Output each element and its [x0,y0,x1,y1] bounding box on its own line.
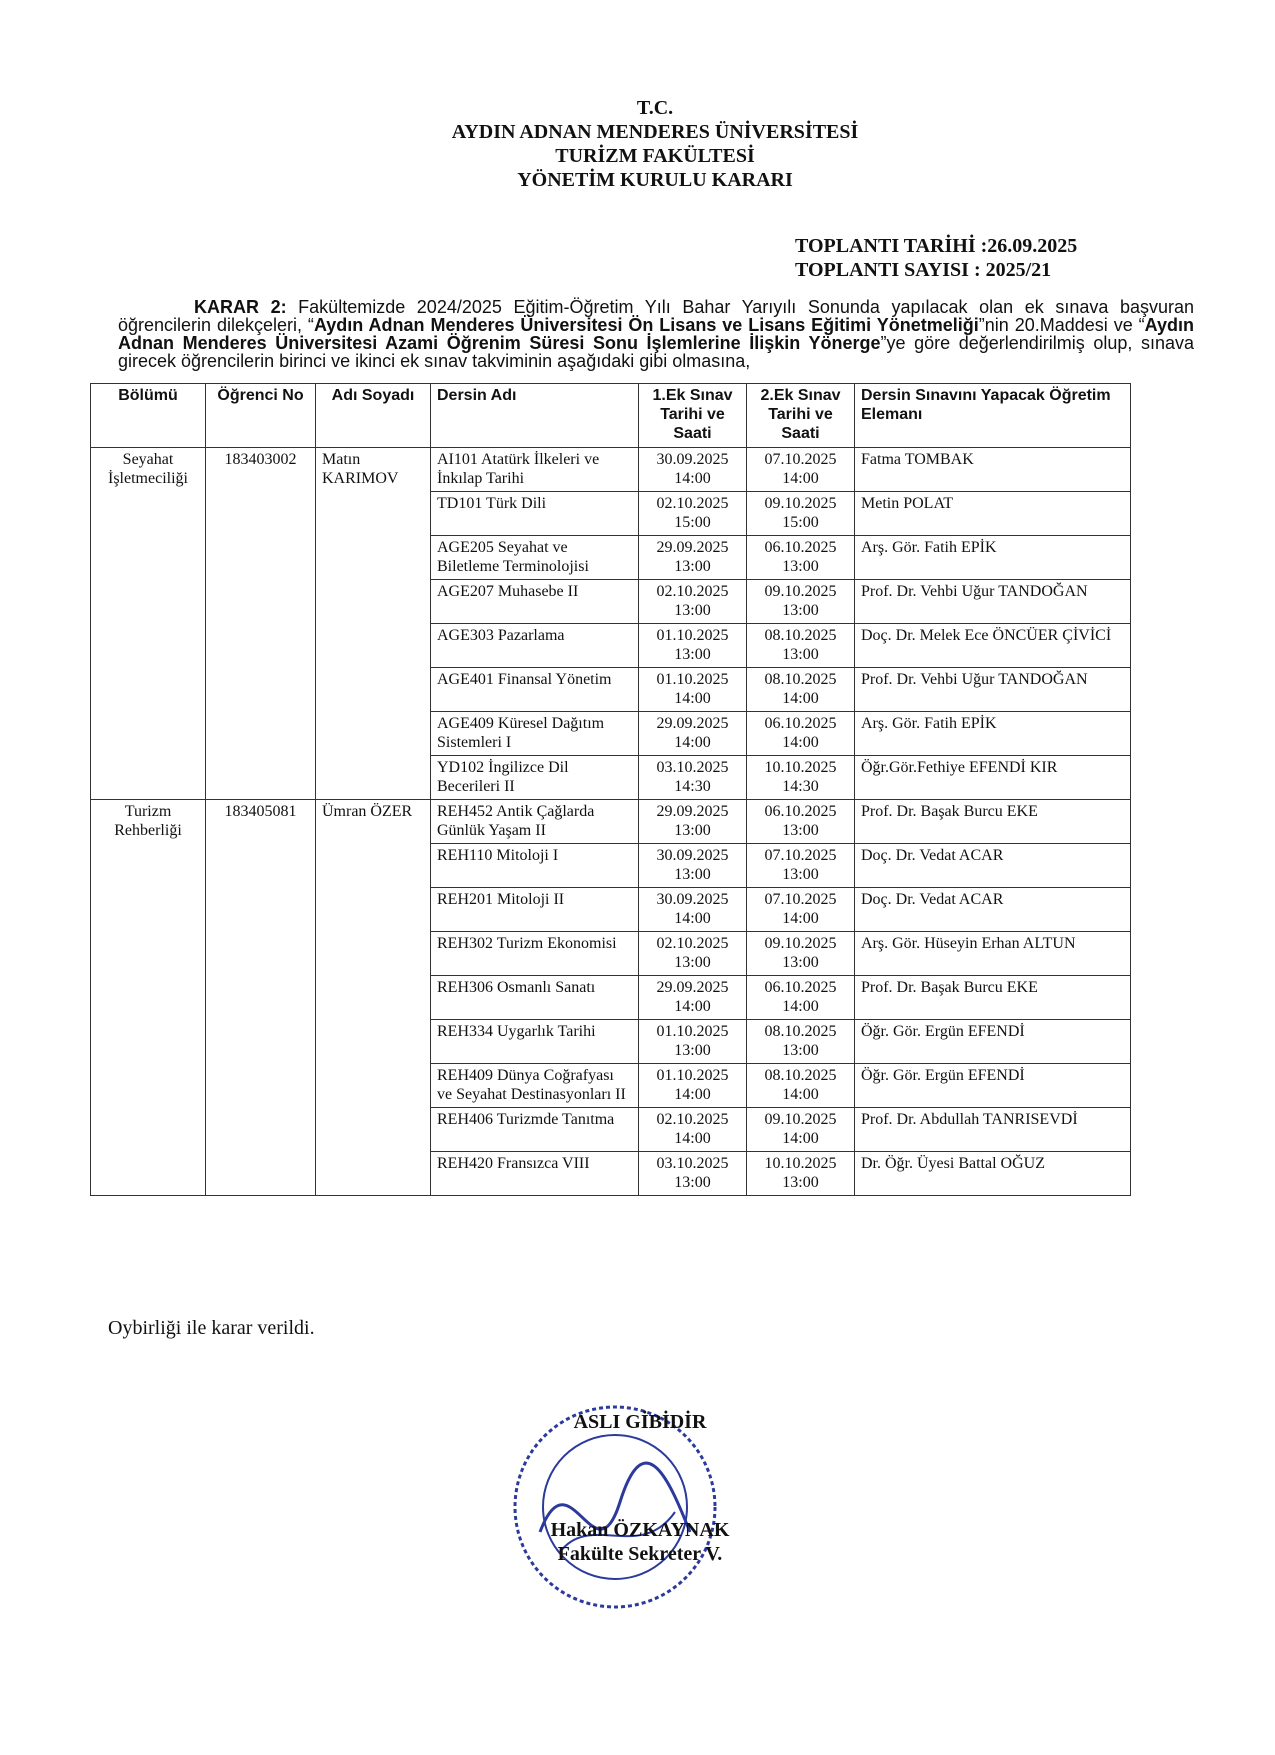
exam2-date-cell: 08.10.2025 14:00 [747,1064,855,1108]
teacher-cell: Öğr.Gör.Fethiye EFENDİ KIR [855,756,1131,800]
teacher-cell: Fatma TOMBAK [855,448,1131,492]
course-cell: AGE205 Seyahat ve Biletleme Terminolojisi [431,536,639,580]
exam2-date-cell: 09.10.2025 13:00 [747,932,855,976]
exam1-date-cell: 30.09.2025 13:00 [639,844,747,888]
header-university: AYDIN ADNAN MENDERES ÜNİVERSİTESİ [451,121,859,143]
exam1-date-cell: 01.10.2025 14:00 [639,1064,747,1108]
meeting-info [795,234,1077,282]
table-row [91,448,1131,492]
course-cell: AGE207 Muhasebe II [431,580,639,624]
header-tc: T.C. [636,97,674,119]
course-cell: AGE409 Küresel Dağıtım Sistemleri I [431,712,639,756]
teacher-cell: Prof. Dr. Vehbi Uğur TANDOĞAN [855,668,1131,712]
teacher-cell: Doç. Dr. Vedat ACAR [855,888,1131,932]
teacher-cell: Prof. Dr. Vehbi Uğur TANDOĞAN [855,580,1131,624]
exam1-date-cell: 01.10.2025 13:00 [639,624,747,668]
department-cell: Turizm Rehberliği [91,800,206,1196]
exam1-date-cell: 02.10.2025 15:00 [639,492,747,536]
intro-text-3: ”ye göre değerlendirilmiş olup, sınava girecek öğrencilerin birinci ve ikinci ek sınav takviminin aşağıdaki gibi olmasına, [118,333,1194,371]
course-cell: REH409 Dünya Coğrafyası ve Seyahat Destinasyonları II [431,1064,639,1108]
exam2-date-cell: 07.10.2025 13:00 [747,844,855,888]
exam1-date-cell: 01.10.2025 14:00 [639,668,747,712]
course-cell: REH452 Antik Çağlarda Günlük Yaşam II [431,800,639,844]
intro-text-1: Fakültemizde 2024/2025 Eğitim-Öğretim Yılı Bahar Yarıyılı Sonunda yapılacak olan ek sınava başvuran öğrencilerin dilekçeleri, “ [118,297,1194,335]
table-row [91,800,1131,844]
exam1-date-cell: 29.09.2025 14:00 [639,712,747,756]
course-cell: REH110 Mitoloji I [431,844,639,888]
exam1-date-cell: 02.10.2025 13:00 [639,580,747,624]
exam2-date-cell: 09.10.2025 15:00 [747,492,855,536]
course-cell: TD101 Türk Dili [431,492,639,536]
course-cell: REH334 Uygarlık Tarihi [431,1020,639,1064]
col-header-name: Adı Soyadı [316,384,431,448]
teacher-cell: Dr. Öğr. Üyesi Battal OĞUZ [855,1152,1131,1196]
teacher-cell: Arş. Gör. Hüseyin Erhan ALTUN [855,932,1131,976]
meeting-number-row [795,258,1077,282]
signer-name: Hakan ÖZKAYNAK [550,1519,730,1541]
course-cell: REH420 Fransızca VIII [431,1152,639,1196]
student-no-cell: 183405081 [206,800,316,1196]
col-header-exam1: 1.Ek Sınav Tarihi ve Saati [639,384,747,448]
exam2-date-cell: 07.10.2025 14:00 [747,888,855,932]
exam1-date-cell: 30.09.2025 14:00 [639,448,747,492]
exam1-date-cell: 03.10.2025 13:00 [639,1152,747,1196]
course-cell: AGE303 Pazarlama [431,624,639,668]
col-header-department: Bölümü [91,384,206,448]
teacher-cell: Doç. Dr. Vedat ACAR [855,844,1131,888]
meeting-date-value: 26.09.2025 [987,235,1078,257]
course-cell: AI101 Atatürk İlkeleri ve İnkılap Tarihi [431,448,639,492]
student-name-cell: Matın KARIMOV [316,448,431,800]
exam2-date-cell: 08.10.2025 14:00 [747,668,855,712]
exam2-date-cell: 06.10.2025 13:00 [747,800,855,844]
teacher-cell: Öğr. Gör. Ergün EFENDİ [855,1064,1131,1108]
teacher-cell: Prof. Dr. Başak Burcu EKE [855,800,1131,844]
meeting-date-label: TOPLANTI TARİHİ : [795,235,988,257]
header-faculty: TURİZM FAKÜLTESİ [555,145,755,167]
regulation-name: Aydın Adnan Menderes Üniversitesi Ön Lisans ve Lisans Eğitimi Yönetmeliği [313,315,979,335]
student-no-cell: 183403002 [206,448,316,800]
exam2-date-cell: 08.10.2025 13:00 [747,624,855,668]
exam1-date-cell: 01.10.2025 13:00 [639,1020,747,1064]
meeting-number-value: 2025/21 [985,259,1052,281]
exam2-date-cell: 09.10.2025 14:00 [747,1108,855,1152]
decision-result: Oybirliği ile karar verildi. [108,1317,315,1339]
teacher-cell: Doç. Dr. Melek Ece ÖNCÜER ÇİVİCİ [855,624,1131,668]
department-cell: Seyahat İşletmeciliği [91,448,206,800]
course-cell: REH302 Turizm Ekonomisi [431,932,639,976]
course-cell: REH306 Osmanlı Sanatı [431,976,639,1020]
exam2-date-cell: 08.10.2025 13:00 [747,1020,855,1064]
exam2-date-cell: 10.10.2025 13:00 [747,1152,855,1196]
exam2-date-cell: 06.10.2025 14:00 [747,712,855,756]
meeting-number-label: TOPLANTI SAYISI : [795,259,981,281]
exam1-date-cell: 29.09.2025 14:00 [639,976,747,1020]
exam1-date-cell: 02.10.2025 14:00 [639,1108,747,1152]
exam1-date-cell: 29.09.2025 13:00 [639,800,747,844]
certified-copy-stamp: ASLI GİBİDİR [573,1411,707,1433]
teacher-cell: Metin POLAT [855,492,1131,536]
document-header [0,96,1275,192]
teacher-cell: Öğr. Gör. Ergün EFENDİ [855,1020,1131,1064]
exam2-date-cell: 09.10.2025 13:00 [747,580,855,624]
decision-intro [118,298,1194,370]
exam1-date-cell: 02.10.2025 13:00 [639,932,747,976]
meeting-date-row [795,234,1077,258]
col-header-student-no: Öğrenci No [206,384,316,448]
signature-block [520,1410,760,1566]
exam1-date-cell: 30.09.2025 14:00 [639,888,747,932]
exam1-date-cell: 29.09.2025 13:00 [639,536,747,580]
student-name-cell: Ümran ÖZER [316,800,431,1196]
exam-schedule-table [90,383,1131,1196]
col-header-exam2: 2.Ek Sınav Tarihi ve Saati [747,384,855,448]
exam2-date-cell: 06.10.2025 13:00 [747,536,855,580]
course-cell: REH406 Turizmde Tanıtma [431,1108,639,1152]
exam2-date-cell: 07.10.2025 14:00 [747,448,855,492]
course-cell: YD102 İngilizce Dil Becerileri II [431,756,639,800]
teacher-cell: Prof. Dr. Abdullah TANRISEVDİ [855,1108,1131,1152]
course-cell: REH201 Mitoloji II [431,888,639,932]
header-board-decision: YÖNETİM KURULU KARARI [517,169,793,191]
teacher-cell: Prof. Dr. Başak Burcu EKE [855,976,1131,1020]
teacher-cell: Arş. Gör. Fatih EPİK [855,536,1131,580]
col-header-teacher: Dersin Sınavını Yapacak Öğretim Elemanı [855,384,1131,448]
exam2-date-cell: 10.10.2025 14:30 [747,756,855,800]
course-cell: AGE401 Finansal Yönetim [431,668,639,712]
intro-text-2: ”nin 20.Maddesi ve “ [978,315,1145,335]
col-header-course: Dersin Adı [431,384,639,448]
exam2-date-cell: 06.10.2025 14:00 [747,976,855,1020]
teacher-cell: Arş. Gör. Fatih EPİK [855,712,1131,756]
karar-label: KARAR 2: [194,297,287,317]
exam1-date-cell: 03.10.2025 14:30 [639,756,747,800]
table-header-row [91,384,1131,448]
directive-name: Aydın Adnan Menderes Üniversitesi Azami Öğrenim Süresi Sonu İşlemlerine İlişkin Yönerge [118,315,1194,353]
signer-title: Fakülte Sekreter V. [557,1543,723,1565]
table-body [91,448,1131,1196]
